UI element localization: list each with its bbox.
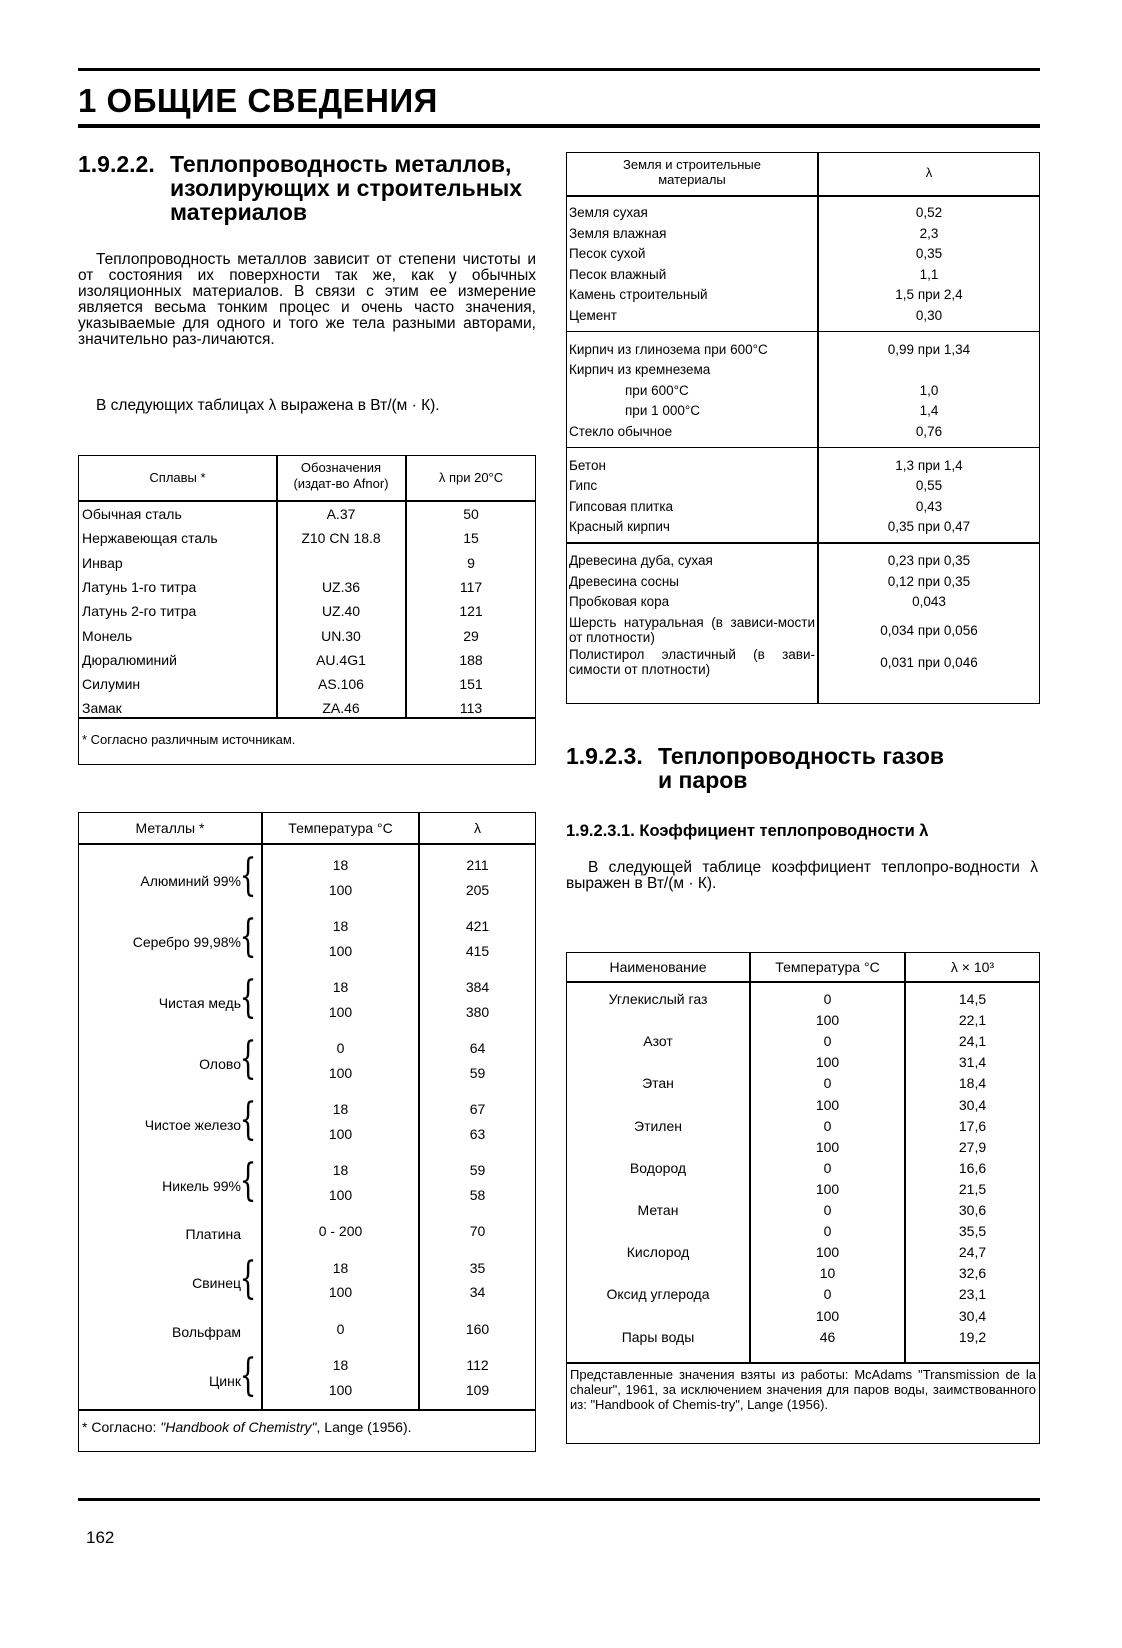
gas-temperature-cell: 100	[815, 1180, 840, 1197]
material-lambda-cell: 0,034 при 0,056	[880, 622, 978, 638]
material-lambda-cell: 0,35	[915, 246, 943, 262]
alloy-name-cell: Инвар	[82, 554, 123, 571]
gas-temperature-cell: 0	[823, 1159, 832, 1176]
alloy-lambda-cell: 151	[459, 676, 483, 693]
material-name-cell: Стекло обычное	[569, 424, 673, 439]
alloy-designation-cell: AS.106	[318, 676, 364, 693]
metal-name-cell: Вольфрам	[172, 1323, 241, 1340]
gases-header-temperature: Температура °С	[775, 959, 880, 975]
metal-lambda-cell: 35	[469, 1259, 486, 1276]
paragraph-text: В следующих таблицах λ выражена в Вт/(м · К).	[96, 397, 440, 414]
subsection-heading: 1.9.2.3.1. Коэффициент теплопроводности λ	[566, 822, 929, 840]
metal-name-cell: Чистое железо	[144, 1116, 241, 1133]
material-name-cell: Пробковая кора	[569, 594, 670, 610]
metal-temperature-cell: 18	[332, 1259, 349, 1276]
metal-lambda-cell: 160	[465, 1320, 490, 1337]
page-number: 162	[86, 1528, 115, 1547]
metal-name-cell: Платина	[185, 1226, 241, 1243]
metal-name-cell: Свинец	[192, 1275, 241, 1291]
metal-lambda-cell: 380	[465, 1003, 490, 1020]
section-heading-1	[78, 152, 548, 232]
material-name-cell: при 600°С	[625, 382, 689, 398]
section-number: 1.9.2.3.	[566, 743, 643, 769]
metal-lambda-cell: 59	[469, 1162, 486, 1178]
gas-temperature-cell: 0	[823, 1202, 832, 1218]
brace-icon: {	[239, 850, 257, 901]
metal-temperature-cell: 0	[336, 1040, 345, 1056]
metal-temperature-cell: 0 - 200	[318, 1223, 363, 1239]
gas-name-cell: Оксид углерода	[606, 1286, 710, 1303]
alloy-designation-cell: ZA.46	[322, 700, 360, 717]
group-divider	[567, 447, 1039, 449]
gas-lambda-cell: 22,1	[958, 1012, 987, 1029]
gas-lambda-cell: 24,1	[958, 1033, 987, 1050]
alloy-designation-cell: А.37	[326, 506, 356, 522]
metal-temperature-cell: 18	[332, 1101, 349, 1117]
alloy-lambda-cell: 188	[459, 651, 483, 668]
metal-lambda-cell: 34	[469, 1284, 486, 1300]
bottom-rule	[78, 1498, 1040, 1501]
metal-temperature-cell: 18	[332, 1162, 349, 1178]
section-title-line: и паров	[658, 767, 748, 793]
material-lambda-cell: 0,99 при 1,34	[887, 341, 971, 357]
material-lambda-cell: 0,23 при 0,35	[887, 553, 971, 568]
alloy-lambda-cell: 9	[467, 554, 475, 571]
metal-temperature-cell: 100	[328, 1125, 353, 1142]
gas-lambda-cell: 30,4	[958, 1096, 987, 1113]
gas-temperature-cell: 0	[823, 1117, 832, 1134]
material-lambda-cell: 0,30	[915, 308, 943, 323]
gas-lambda-cell: 27,9	[958, 1138, 987, 1155]
gas-lambda-cell: 17,6	[958, 1117, 987, 1134]
material-name-cell: Бетон	[569, 457, 606, 473]
metal-temperature-cell: 100	[328, 1003, 353, 1020]
gas-name-cell: Метан	[637, 1202, 679, 1218]
alloy-lambda-cell: 15	[463, 530, 479, 547]
alloy-designation-cell: Z10 CN 18.8	[301, 530, 381, 547]
metal-lambda-cell: 70	[469, 1223, 486, 1239]
alloy-name-cell: Замак	[82, 700, 122, 717]
metal-lambda-cell: 421	[465, 918, 490, 934]
gas-name-cell: Азот	[643, 1033, 673, 1050]
brace-icon: {	[239, 911, 257, 962]
alloy-lambda-cell: 50	[463, 506, 479, 522]
brace-icon: {	[239, 1094, 257, 1145]
material-name-cell: Красный кирпич	[569, 519, 670, 535]
alloy-designation-cell: UZ.40	[321, 603, 361, 620]
metal-name-cell: Олово	[199, 1055, 241, 1072]
material-name-cell: Кирпич из кремнезема	[569, 362, 711, 378]
gas-temperature-cell: 0	[823, 1223, 832, 1240]
gas-name-cell: Пары воды	[621, 1328, 695, 1345]
intro-paragraph	[78, 252, 536, 348]
gas-lambda-cell: 30,4	[958, 1307, 987, 1324]
metal-temperature-cell: 100	[328, 1381, 353, 1398]
brace-icon: {	[239, 1350, 257, 1401]
gas-temperature-cell: 0	[823, 991, 832, 1007]
metals-header-temperature: Температура °С	[288, 820, 393, 836]
brace-icon: {	[239, 1155, 257, 1206]
material-lambda-cell: 0,43	[915, 498, 943, 514]
material-name-cell: Цемент	[569, 308, 617, 323]
material-lambda-cell: 0,031 при 0,046	[880, 654, 978, 670]
gases-header-lambda: λ × 10³	[950, 959, 995, 975]
metal-lambda-cell: 64	[469, 1040, 486, 1056]
gas-lambda-cell: 32,6	[958, 1265, 987, 1282]
alloys-footnote: * Согласно различным источникам.	[82, 732, 296, 747]
section-number: 1.9.2.2.	[78, 151, 155, 177]
material-name-cell: Шерсть натуральная (в зависи-мости от плотности)	[569, 614, 815, 645]
material-name-cell: Земля влажная	[569, 225, 667, 241]
material-name-cell: Древесина сосны	[569, 573, 680, 589]
metal-name-cell: Чистая медь	[158, 994, 241, 1011]
alloy-name-cell: Обычная сталь	[82, 506, 182, 522]
gas-temperature-cell: 100	[815, 1244, 840, 1261]
group-divider	[567, 331, 1039, 333]
gas-lambda-cell: 30,6	[958, 1202, 987, 1218]
gas-temperature-cell: 100	[815, 1012, 840, 1029]
brace-icon: {	[239, 972, 257, 1023]
material-lambda-cell: 1,0	[919, 382, 939, 398]
footnote-prefix: * Согласно:	[82, 1419, 161, 1435]
material-name-cell: Гипс	[569, 478, 598, 494]
alloy-designation-cell: UZ.36	[321, 578, 361, 595]
material-lambda-cell: 1,5 при 2,4	[895, 287, 963, 303]
alloy-name-cell: Дюралюминий	[82, 651, 177, 668]
material-lambda-cell: 0,12 при 0,35	[887, 573, 971, 589]
material-lambda-cell: 1,3 при 1,4	[895, 457, 963, 473]
section-title-line: Теплопроводность газов	[658, 743, 945, 769]
alloy-lambda-cell: 29	[463, 627, 479, 644]
group-divider	[567, 542, 1039, 544]
gases-note: Представленные значения взяты из работы: McAdams "Transmission de la chaleur", 1961, за исключением значения для паров воды, заимствованного из: "Handbook of Chemis-try", Lange (1956).	[570, 1367, 1036, 1412]
material-lambda-cell: 1,1	[919, 266, 939, 282]
material-name-cell: Кирпич из глинозема при 600°С	[569, 341, 768, 357]
material-name-cell: Камень строительный	[569, 287, 708, 303]
gas-temperature-cell: 10	[819, 1265, 836, 1282]
gas-lambda-cell: 16,6	[958, 1159, 987, 1176]
gases-header-name: Наименование	[609, 959, 707, 975]
gas-lambda-cell: 21,5	[958, 1180, 987, 1197]
units-paragraph	[96, 398, 546, 414]
gas-lambda-cell: 14,5	[958, 991, 987, 1007]
metals-table	[78, 812, 536, 1452]
gas-temperature-cell: 100	[815, 1096, 840, 1113]
gas-name-cell: Углекислый газ	[608, 991, 708, 1007]
gases-table	[566, 952, 1040, 1444]
metal-temperature-cell: 100	[328, 1186, 353, 1203]
metal-temperature-cell: 0	[336, 1320, 345, 1337]
alloy-lambda-cell: 117	[459, 578, 483, 595]
alloy-lambda-cell: 113	[459, 700, 483, 717]
gas-temperature-cell: 100	[815, 1138, 840, 1155]
metal-lambda-cell: 63	[469, 1125, 486, 1142]
gas-lambda-cell: 18,4	[958, 1075, 987, 1092]
alloy-name-cell: Монель	[82, 627, 133, 644]
alloys-table	[78, 455, 536, 765]
gas-name-cell: Этилен	[634, 1117, 682, 1134]
alloy-name-cell: Латунь 1-го титра	[82, 578, 197, 595]
earth-table	[566, 152, 1040, 704]
alloy-designation-cell: UN.30	[321, 627, 361, 644]
alloys-header-name: Сплавы *	[149, 470, 206, 485]
metal-temperature-cell: 18	[332, 1357, 349, 1373]
gas-temperature-cell: 100	[815, 1307, 840, 1324]
paragraph-text: В следующей таблице коэффициент теплопро-водности λ выражен в Вт/(м · К).	[566, 859, 1038, 892]
metal-lambda-cell: 384	[465, 979, 490, 995]
alloys-header-designation: Обозначения (издат-во Afnor)	[293, 460, 389, 491]
footnote-source: "Handbook of Chemistry"	[160, 1419, 317, 1435]
gas-temperature-cell: 0	[823, 1286, 832, 1303]
metals-footnote	[82, 1419, 412, 1435]
gas-lambda-cell: 19,2	[958, 1328, 987, 1345]
metal-temperature-cell: 100	[328, 1064, 353, 1081]
alloy-lambda-cell: 121	[459, 603, 483, 620]
material-name-cell: Песок сухой	[569, 246, 646, 262]
gas-name-cell: Этан	[642, 1075, 674, 1092]
alloys-header-lambda: λ при 20°С	[438, 470, 504, 485]
gas-lambda-cell: 24,7	[958, 1244, 987, 1261]
earth-header-name: Земля и строительные материалы	[622, 157, 762, 187]
material-name-cell: Песок влажный	[569, 266, 667, 282]
metal-name-cell: Никель 99%	[162, 1177, 241, 1194]
alloy-designation-cell: AU.4G1	[316, 651, 366, 668]
metal-temperature-cell: 18	[332, 857, 349, 873]
material-lambda-cell: 0,76	[915, 424, 943, 439]
metal-name-cell: Алюминий 99%	[140, 872, 241, 889]
metal-name-cell: Серебро 99,98%	[132, 933, 241, 950]
alloy-name-cell: Нержавеющая сталь	[82, 530, 218, 547]
metal-temperature-cell: 18	[332, 979, 349, 995]
metal-lambda-cell: 58	[469, 1186, 486, 1203]
section-heading-2	[566, 744, 1036, 794]
material-name-cell: Гипсовая плитка	[569, 498, 674, 514]
gas-name-cell: Водород	[629, 1159, 687, 1176]
material-lambda-cell: 0,35 при 0,47	[887, 519, 971, 535]
footnote-suffix: , Lange (1956).	[316, 1419, 412, 1435]
gas-temperature-cell: 100	[815, 1054, 840, 1071]
metal-lambda-cell: 109	[465, 1381, 490, 1398]
chapter-title: 1 ОБЩИЕ СВЕДЕНИЯ	[78, 82, 438, 119]
gas-temperature-cell: 0	[823, 1033, 832, 1050]
gases-paragraph	[566, 860, 1038, 892]
metal-lambda-cell: 205	[465, 881, 490, 898]
top-rule	[78, 68, 1040, 71]
metal-temperature-cell: 18	[332, 918, 349, 934]
material-lambda-cell: 0,55	[915, 478, 943, 494]
material-name-cell: Древесина дуба, сухая	[569, 553, 713, 568]
alloy-name-cell: Латунь 2-го титра	[82, 603, 197, 620]
section-title-line: материалов	[170, 199, 308, 225]
gas-temperature-cell: 46	[819, 1328, 836, 1345]
material-lambda-cell: 0,043	[912, 594, 946, 610]
material-lambda-cell: 2,3	[919, 225, 939, 241]
metal-temperature-cell: 100	[328, 881, 353, 898]
material-name-cell: Земля сухая	[569, 205, 648, 220]
gas-lambda-cell: 23,1	[958, 1286, 987, 1303]
metals-header-name: Металлы *	[135, 820, 205, 836]
brace-icon: {	[239, 1033, 257, 1084]
gas-lambda-cell: 31,4	[958, 1054, 987, 1071]
metal-temperature-cell: 100	[328, 1284, 353, 1300]
section-title-line: Теплопроводность металлов,	[170, 151, 512, 177]
metal-name-cell: Цинк	[208, 1372, 241, 1389]
gas-name-cell: Кислород	[626, 1244, 690, 1261]
alloy-name-cell: Силумин	[82, 676, 141, 693]
material-name-cell: Полистирол эластичный (в зави-симости от плотности)	[569, 646, 815, 677]
earth-header-lambda: λ	[925, 165, 933, 180]
material-lambda-cell: 0,52	[915, 205, 943, 220]
material-name-cell: при 1 000°С	[625, 403, 701, 419]
gas-lambda-cell: 35,5	[958, 1223, 987, 1240]
metal-temperature-cell: 100	[328, 942, 353, 959]
gas-temperature-cell: 0	[823, 1075, 832, 1092]
material-lambda-cell: 1,4	[919, 403, 939, 419]
metal-lambda-cell: 59	[469, 1064, 486, 1081]
section-title-line: изолирующих и строительных	[170, 175, 523, 201]
metal-lambda-cell: 415	[465, 942, 490, 959]
metal-lambda-cell: 67	[469, 1101, 486, 1117]
brace-icon: {	[239, 1252, 257, 1304]
metal-lambda-cell: 112	[466, 1357, 489, 1373]
paragraph-text: Теплопроводность металлов зависит от степени чистоты и от состояния их поверхности так же, как у обычных изоляционных материалов. В связи с этим ее измерение является весьма тонким процес и очень часто значения, указываемые для одного и того же тела разными авторами, значительно раз-личаются.	[78, 251, 536, 348]
metals-header-lambda: λ	[474, 820, 481, 836]
chapter-rule	[78, 124, 1040, 128]
metal-lambda-cell: 211	[466, 857, 489, 873]
